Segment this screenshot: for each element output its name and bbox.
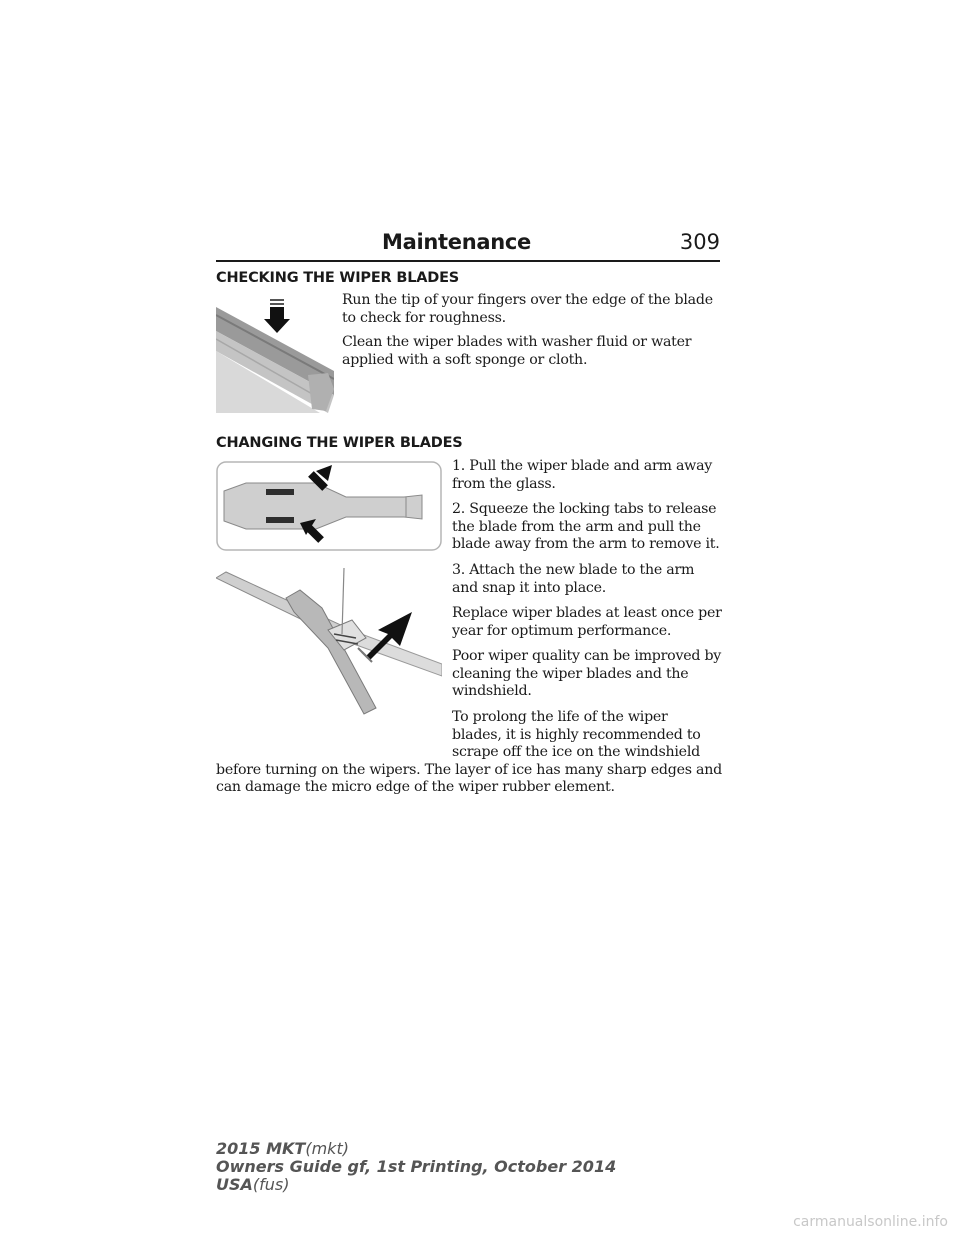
prolong-line: To prolong the life of the wiper xyxy=(452,709,668,725)
step-1: 1. Pull the wiper blade and arm away from the glass. xyxy=(452,458,713,492)
prolong-line: blades, it is highly recommended to xyxy=(452,726,701,743)
footer-line-2: Owners Guide gf, 1st Printing, October 2014 xyxy=(216,1157,617,1176)
page-number: 309 xyxy=(679,230,720,254)
wiper-blade-edge-illustration xyxy=(216,293,334,413)
step-3: 3. Attach the new blade to the arm and snap it into place. xyxy=(452,562,695,596)
prolong-line: before turning on the wipers. The layer of ice has many sharp edges and xyxy=(216,761,722,778)
paragraph: Run the tip of your fingers over the edge of the blade to check for roughness. xyxy=(342,292,713,326)
paragraph: Replace wiper blades at least once per year for optimum performance. xyxy=(452,605,722,639)
section-title: Maintenance xyxy=(382,230,531,254)
page-header xyxy=(216,228,720,262)
footer-line-3: USA(fus) xyxy=(216,1175,290,1194)
paragraph: Clean the wiper blades with washer fluid or water applied with a soft sponge or cloth. xyxy=(342,334,692,368)
prolong-line: scrape off the ice on the windshield xyxy=(452,744,700,760)
changing-heading: CHANGING THE WIPER BLADES xyxy=(216,435,463,451)
down-arrow-icon xyxy=(264,299,290,333)
wiper-arm-illustration xyxy=(216,568,442,716)
prolong-line: can damage the micro edge of the wiper rubber element. xyxy=(216,779,615,795)
print-footer xyxy=(216,1140,616,1194)
footer-line-1: 2015 MKT(mkt) xyxy=(216,1139,349,1158)
locking-tabs-illustration xyxy=(216,461,442,551)
paragraph: Poor wiper quality can be improved by cleaning the wiper blades and the windshield. xyxy=(452,648,722,699)
step-2: 2. Squeeze the locking tabs to release the blade from the arm and pull the blade away from the arm to remove it. xyxy=(452,501,720,552)
watermark: carmanualsonline.info xyxy=(793,1214,948,1230)
checking-heading: CHECKING THE WIPER BLADES xyxy=(216,270,460,286)
